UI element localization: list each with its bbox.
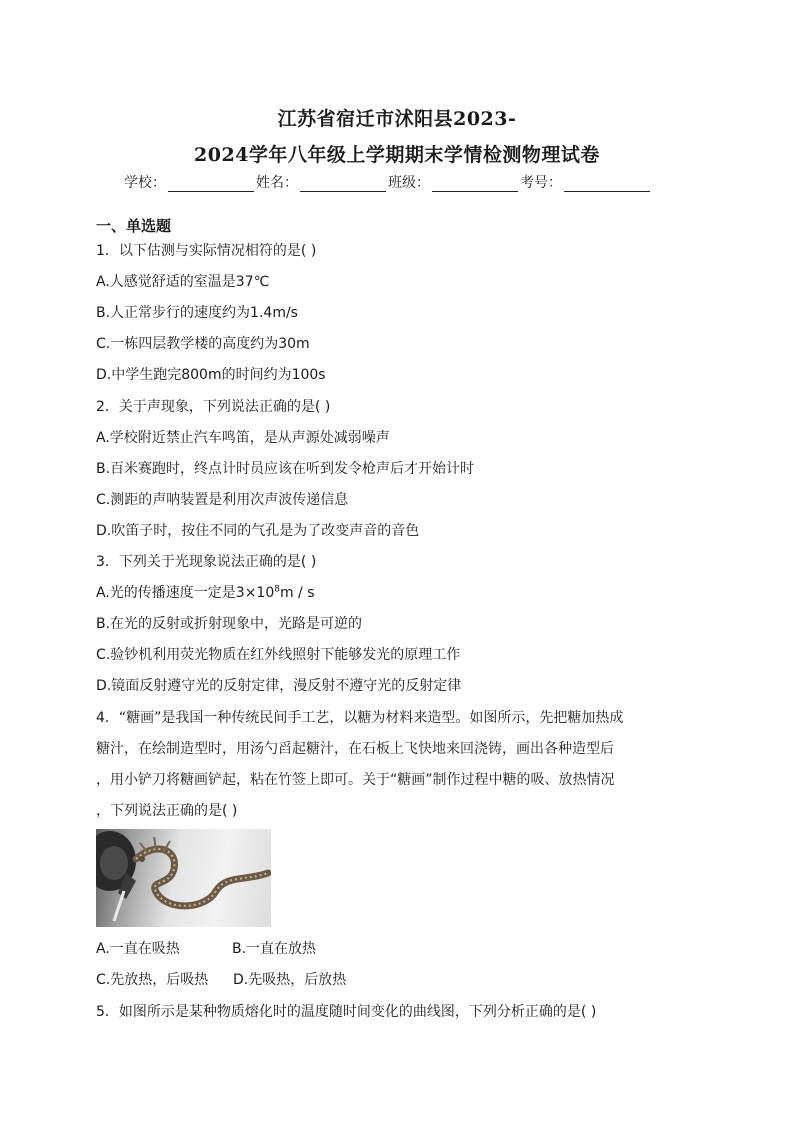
q3-option-a-unit: m / s xyxy=(279,585,315,601)
q2-option-d: D.吹笛子时，按住不同的气孔是为了改变声音的音色 xyxy=(96,523,420,539)
name-label: 姓名： xyxy=(256,175,298,191)
q3-option-c: C.验钞机利用荧光物质在红外线照射下能够发光的原理工作 xyxy=(96,647,461,663)
q1-option-a: A.人感觉舒适的室温是37℃ xyxy=(96,274,270,290)
school-label: 学校： xyxy=(124,175,166,191)
q4-option-c: C.先放热，后吸热 xyxy=(96,972,209,988)
q3-option-b: B.在光的反射或折射现象中，光路是可逆的 xyxy=(96,616,363,632)
section-title: 一、单选题 xyxy=(96,217,172,235)
q4-option-b: B.一直在放热 xyxy=(232,941,317,957)
q4-option-a: A.一直在吸热 xyxy=(96,941,180,957)
q2-stem: 2．关于声现象，下列说法正确的是( ) xyxy=(96,399,331,415)
q3-option-d: D.镜面反射遵守光的反射定律，漫反射不遵守光的反射定律 xyxy=(96,678,462,694)
q2-option-c: C.测距的声呐装置是利用次声波传递信息 xyxy=(96,492,349,508)
sugar-painting-photo xyxy=(96,829,271,927)
q4-stem-line3: ，用小铲刀将糖画铲起，粘在竹签上即可。关于“糖画”制作过程中糖的吸、放热情况 xyxy=(96,772,615,788)
class-blank[interactable] xyxy=(432,177,518,192)
q1-option-b: B.人正常步行的速度约为1.4m/s xyxy=(96,305,298,321)
q1-option-d: D.中学生跑完800m的时间约为100s xyxy=(96,367,326,383)
q4-stem-line4: ，下列说法正确的是( ) xyxy=(96,803,238,819)
exam-title-line1: 江苏省宿迁市沭阳县2023- xyxy=(277,108,517,130)
q3-option-a-prefix: A.光的传播速度一定是3×10 xyxy=(96,585,275,601)
school-blank[interactable] xyxy=(168,177,254,192)
exam-number-blank[interactable] xyxy=(564,177,650,192)
q5-stem: 5．如图所示是某种物质熔化时的温度随时间变化的曲线图，下列分析正确的是( ) xyxy=(96,1004,597,1020)
name-blank[interactable] xyxy=(300,177,386,192)
q1-stem: 1．以下估测与实际情况相符的是( ) xyxy=(96,243,317,259)
q4-stem-line1: 4．“糖画”是我国一种传统民间手工艺，以糖为材料来造型。如图所示，先把糖加热成 xyxy=(96,710,624,726)
q3-stem: 3．下列关于光现象说法正确的是( ) xyxy=(96,554,317,570)
q1-option-c: C.一栋四层教学楼的高度约为30m xyxy=(96,336,310,352)
q4-stem-line2: 糖汁，在绘制造型时，用汤勺舀起糖汁，在石板上飞快地来回浇铸，画出各种造型后 xyxy=(96,741,614,757)
class-label: 班级： xyxy=(388,175,430,191)
q2-option-a: A.学校附近禁止汽车鸣笛，是从声源处减弱噪声 xyxy=(96,430,390,446)
sugar-painting-illustration xyxy=(96,829,271,927)
exam-title-line2: 2024学年八年级上学期期末学情检测物理试卷 xyxy=(194,144,600,166)
student-info-row xyxy=(124,172,652,192)
exam-number-label: 考号： xyxy=(520,175,562,191)
q3-option-a-exponent: 8 xyxy=(274,584,280,595)
q2-option-b: B.百米赛跑时，终点计时员应该在听到发令枪声后才开始计时 xyxy=(96,461,475,477)
q4-option-d: D.先吸热，后放热 xyxy=(233,972,347,988)
q3-option-a xyxy=(96,582,315,602)
